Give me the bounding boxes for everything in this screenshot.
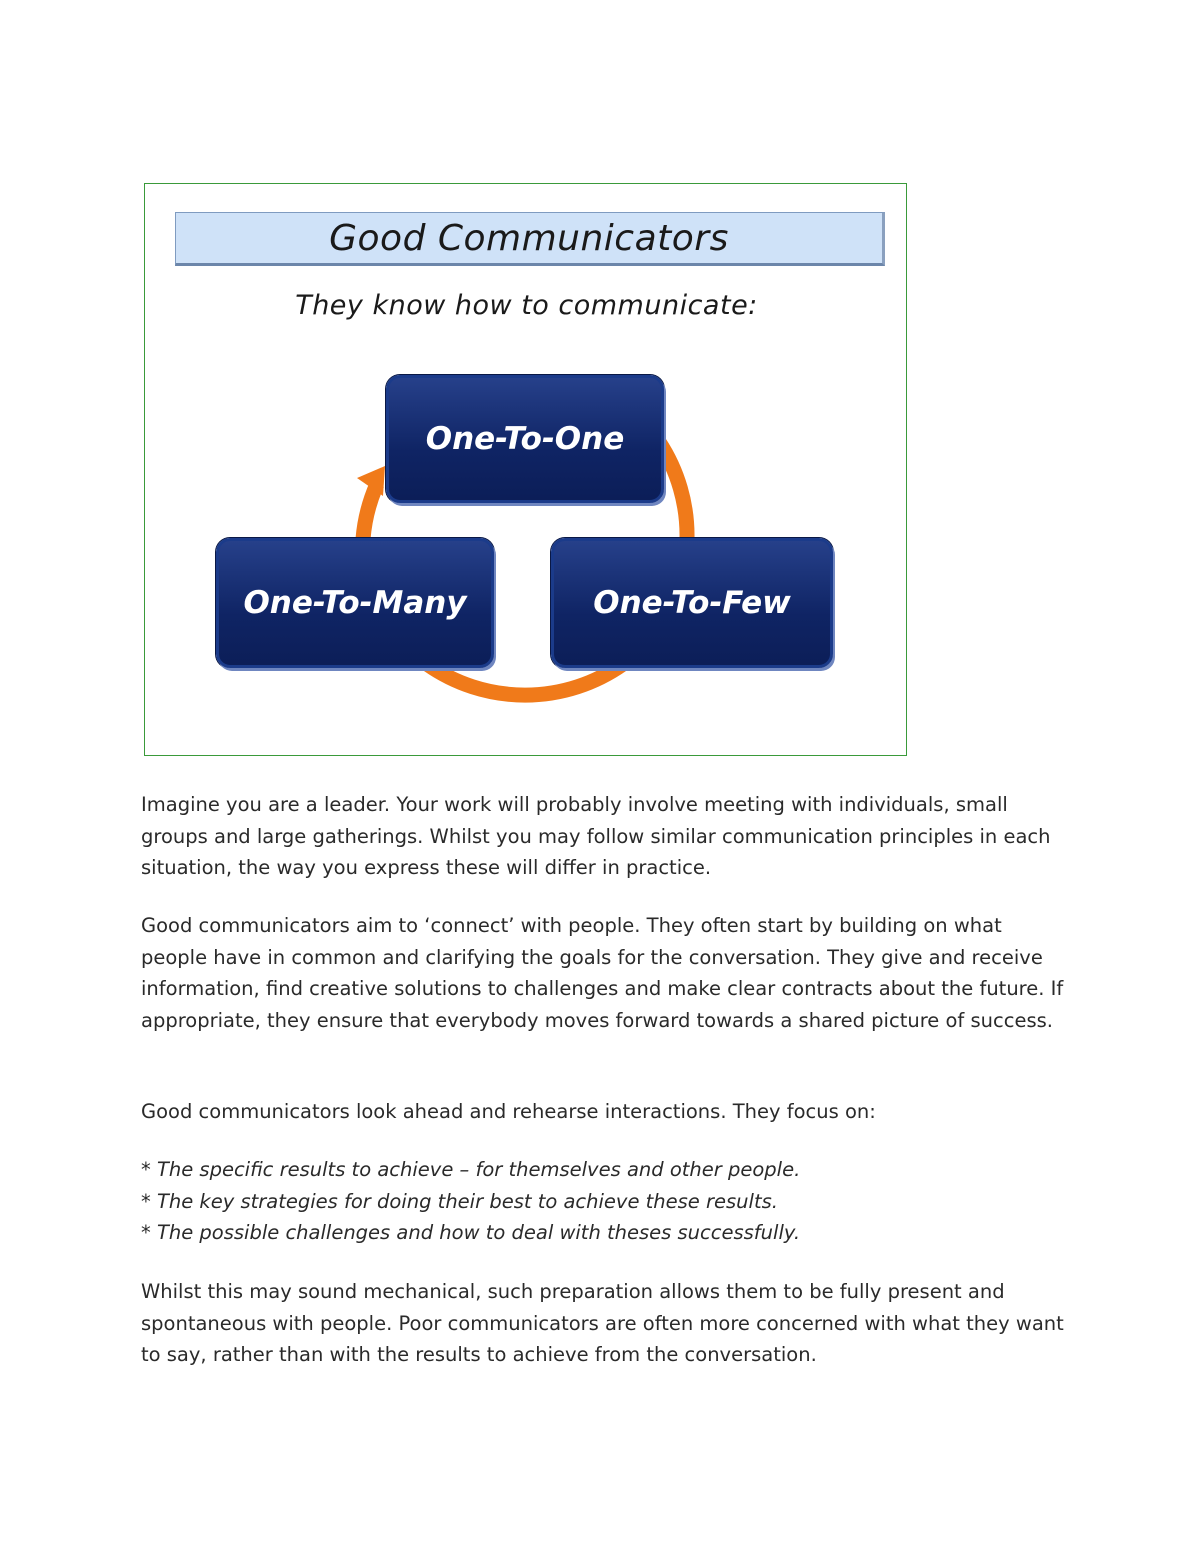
node-one-to-few: One-To-Few [551,538,833,668]
paragraph-closing: Whilst this may sound mechanical, such preparation allows them to be fully present and spontaneous with people. Poor communicators are often more concerned with what they want to say, rather than with the results to achieve from the conversation. [141,1280,1064,1366]
paragraph-intro: Imagine you are a leader. Your work will probably involve meeting with individuals, small groups and large gatherings. Whilst you may follow similar communication principles in each situation, the way you express these will differ in practice. [141,793,1051,879]
focus-list [141,1154,1071,1249]
diagram-title: Good Communicators [329,217,729,259]
node-one-to-one: One-To-One [386,375,664,503]
communicators-diagram [144,183,907,756]
paragraph-focus: Good communicators look ahead and rehearse interactions. They focus on: [141,1100,876,1123]
paragraph-connect: Good communicators aim to ‘connect’ with people. They often start by building on what people have in common and clarifying the goals for the conversation. They give and receive information, find creative solutions to challenges and make clear contracts about the future. If appropriate, they ensure that everybody moves forward towards a shared picture of success. [141,914,1064,1032]
cycle-arrow-bottom [427,664,623,695]
list-item: * The specific results to achieve – for themselves and other people. [141,1158,801,1181]
diagram-subtitle: They know how to communicate: [295,290,758,321]
node-one-to-many: One-To-Many [216,538,494,668]
cycle-arrow-left [363,484,377,539]
list-item: * The possible challenges and how to deal with theses successfully. [141,1221,801,1244]
list-item: * The key strategies for doing their best to achieve these results. [141,1189,778,1213]
